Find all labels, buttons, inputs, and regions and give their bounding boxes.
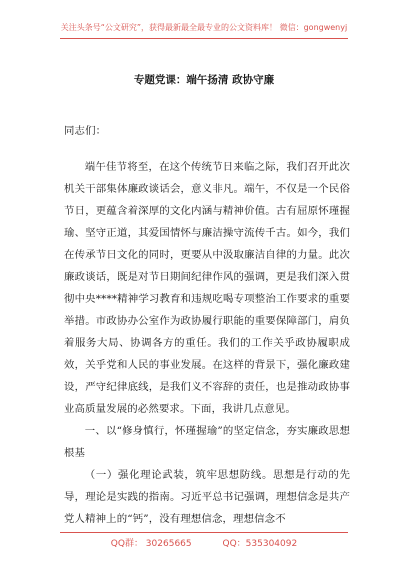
footer-contact [0, 536, 408, 549]
paragraph-intro: 端午佳节将至，在这个传统节日来临之际，我们召开此次机关干部集体廉政谈话会，意义非凡。端午，不仅是一个民俗节日，更蕴含着深厚的文化内涵与精神价值。古有屈原怀瑾握瑜、坚守正道，其爱国情怀与廉洁操守流传千古。如今，我们在传承节日文化的同时，更要从中汲取廉洁自律的力量。此次廉政谈话，既是对节日期间纪律作风的强调，更是我们深入贯彻中央****精神学习教育和违规吃喝专项整治工作要求的重要举措。市政协办公室作为政协履行职能的重要保障部门，肩负着服务大局、协调各方的重任。我们的工作关乎政协履职成效，关乎党和人民的事业发展。在这样的背景下，强化廉政建设，严守纪律底线，是我们义不容辞的责任，也是推动政协事业高质量发展的必然要求。下面，我讲几点意见。 [64, 161, 350, 415]
header-divider [60, 38, 348, 39]
document-title: 专题党课：端午扬清 政协守廉 [133, 74, 275, 86]
section-heading-1: 一、以“修身慎行，怀瑾握瑜”的坚定信念，夯实廉政思想根基 [64, 425, 350, 459]
document-body [64, 120, 350, 530]
footer-divider [60, 532, 348, 533]
greeting: 同志们： [64, 125, 107, 137]
subsection-1: （一）强化理论武装，筑牢思想防线。思想是行动的先导，理论是实践的指南。习近平总书记强调，理想信念是共产党人精神上的“钙”，没有理想信念，理想信念不 [64, 469, 350, 525]
header-notice: 关注头条号“公文研究”，获得最新最全最专业的公文资料库！ 微信：gongwenyj [60, 23, 348, 32]
footer-qq-group: QQ群： 30265665 [110, 539, 192, 549]
footer-qq: QQ：535304092 [222, 539, 298, 549]
